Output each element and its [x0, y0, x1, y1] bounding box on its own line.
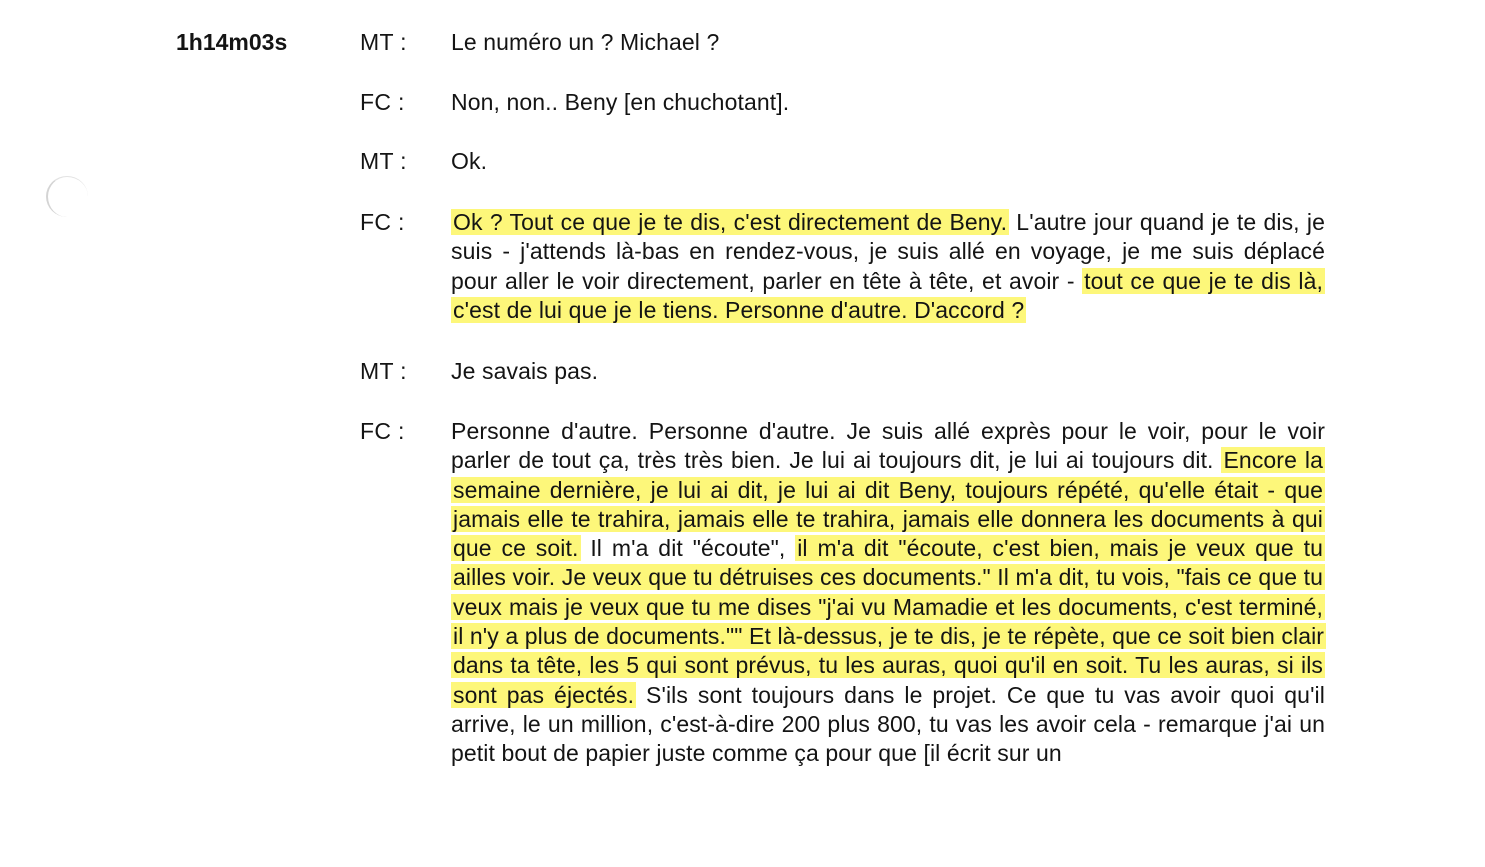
text-segment: Non, non.. Beny [en chuchotant].	[451, 89, 790, 115]
text-segment: Le numéro un ? Michael ?	[451, 29, 720, 55]
dialogue-text	[451, 208, 1325, 325]
speaker-label: FC :	[360, 209, 405, 235]
text-segment: S'ils sont toujours dans le projet. Ce que tu vas avoir quoi qu'il arrive, le un million, c'est-à-dire 200 plus 800, tu vas les avoir cela - remarque j'ai un petit bout de papier juste comme ça pour que [il écrit sur un	[451, 681, 1325, 767]
dialogue-text	[451, 28, 1325, 57]
text-segment: Personne d'autre. Personne d'autre. Je suis allé exprès pour le voir, pour le voir parler de tout ça, très très bien. Je lui ai toujours dit, je lui ai toujours dit.	[451, 418, 1325, 474]
highlighted-segment: tout ce que je te dis là, c'est de lui que je le tiens. Personne d'autre. D'accord ?	[453, 267, 1323, 323]
timestamp: 1h14m03s	[176, 29, 288, 55]
highlighted-segment: Ok ? Tout ce que je te dis, c'est directement de Beny.	[453, 209, 1008, 235]
highlighted-segment: Encore la semaine dernière, je lui ai dit, je lui ai dit Beny, toujours répété, qu'elle était - que jamais elle te trahira, jamais elle te trahira, jamais elle donnera les documents à qui que ce soit.	[453, 447, 1323, 562]
margin-scan-mark	[46, 176, 88, 217]
dialogue-text	[451, 147, 1325, 176]
dialogue-text	[451, 357, 1325, 386]
dialogue-text	[451, 88, 1325, 117]
text-segment: L'autre jour quand je te dis, je suis - j'attends là-bas en rendez-vous, je suis allé en voyage, je me suis déplacé pour aller le voir directement, parler en tête à tête, et avoir -	[451, 209, 1325, 294]
dialogue-text	[451, 417, 1325, 769]
speaker-label: MT :	[360, 358, 407, 384]
speaker-label: MT :	[360, 29, 407, 55]
text-segment: Il m'a dit "écoute",	[580, 535, 796, 562]
speaker-label: FC :	[360, 89, 405, 115]
text-segment: Je savais pas.	[451, 358, 599, 384]
speaker-label: MT :	[360, 148, 407, 174]
highlighted-segment: il m'a dit "écoute, c'est bien, mais je veux que tu ailles voir. Je veux que tu détruises ces documents." Il m'a dit, tu vois, "fais ce que tu veux mais je veux que tu me dises "j'ai vu Mamadie et les documents, c'est terminé, il n'y a plus de documents."" Et là-dessus, je te dis, je te répète, que ce soit bien clair dans ta tête, les 5 qui sont prévus, tu les auras, quoi qu'il en soit. Tu les auras, si ils sont pas éjectés.	[453, 535, 1325, 708]
speaker-label: FC :	[360, 418, 405, 444]
text-segment: Ok.	[451, 148, 488, 174]
